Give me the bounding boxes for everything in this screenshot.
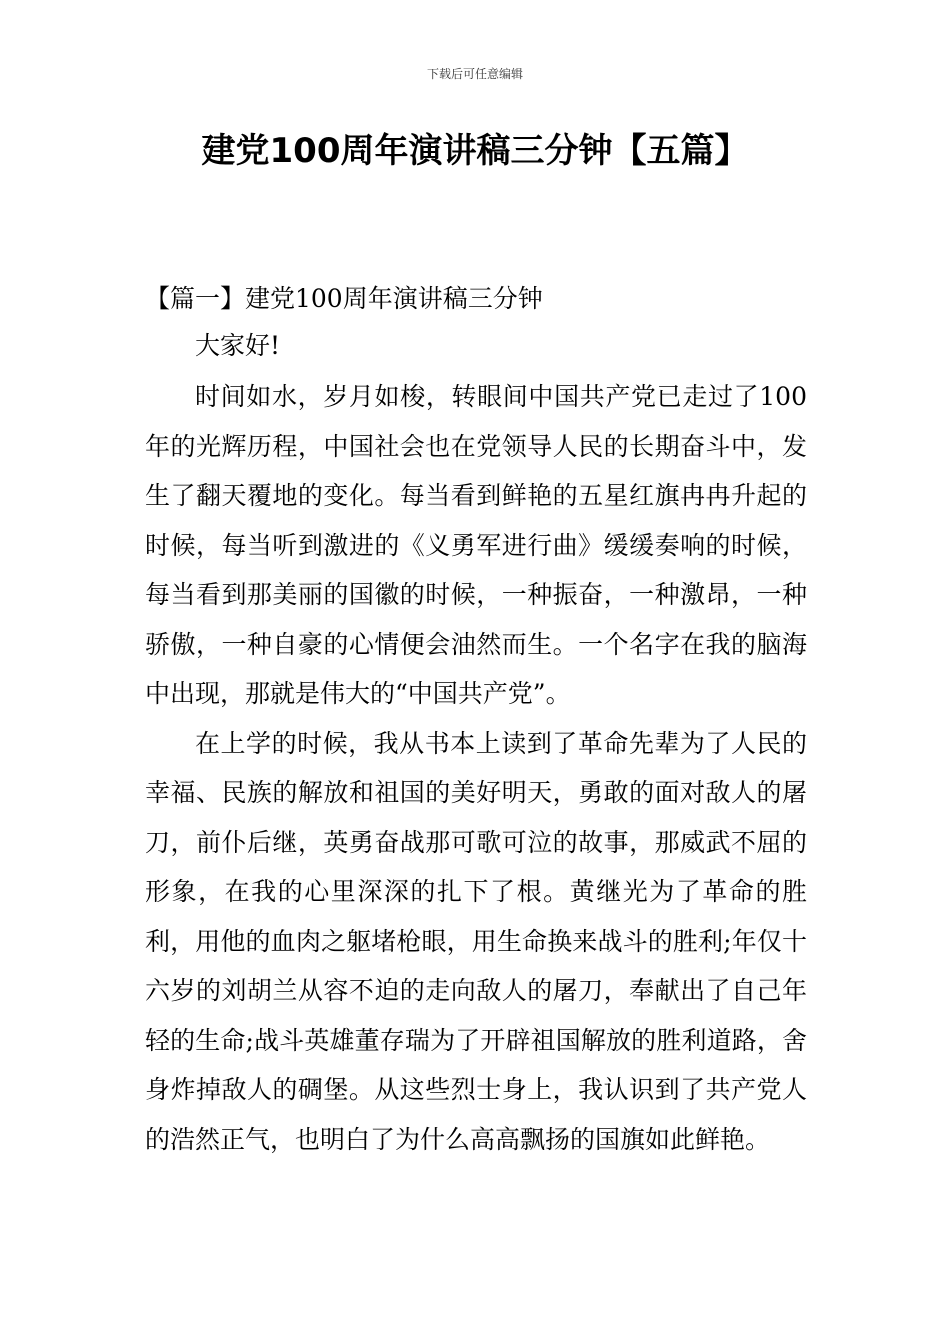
document-body — [145, 276, 807, 1164]
greeting-line: 大家好! — [195, 331, 281, 360]
section-heading: 【篇一】建党100周年演讲稿三分钟 — [145, 284, 543, 313]
document-title: 建党100周年演讲稿三分钟【五篇】 — [201, 131, 749, 171]
paragraph: 在上学的时候，我从书本上读到了革命先辈为了人民的幸福、民族的解放和祖国的美好明天，勇敢的面对敌人的屠刀，前仆后继，英勇奋战那可歌可泣的故事，那威武不屈的形象，在我的心里深深的扎下了根。黄继光为了革命的胜利，用他的血肉之躯堵枪眼，用生命换来战斗的胜利;年仅十六岁的刘胡兰从容不迫的走向敌人的屠刀，奉献出了自己年轻的生命;战斗英雄董存瑞为了开辟祖国解放的胜利道路，舍身炸掉敌人的碉堡。从这些烈士身上，我认识到了共产党人的浩然正气，也明白了为什么高高飘扬的国旗如此鲜艳。 — [145, 728, 807, 1154]
header-note: 下载后可任意编辑 — [426, 67, 523, 81]
paragraph: 时间如水，岁月如梭，转眼间中国共产党已走过了100年的光辉历程，中国社会也在党领导人民的长期奋斗中，发生了翻天覆地的变化。每当看到鲜艳的五星红旗冉冉升起的时候，每当听到激进的《义勇军进行曲》缓缓奏响的时候，每当看到那美丽的国徽的时候，一种振奋，一种激昂，一种骄傲，一种自豪的心情便会油然而生。一个名字在我的脑海中出现，那就是伟大的“中国共产党”。 — [145, 382, 807, 708]
